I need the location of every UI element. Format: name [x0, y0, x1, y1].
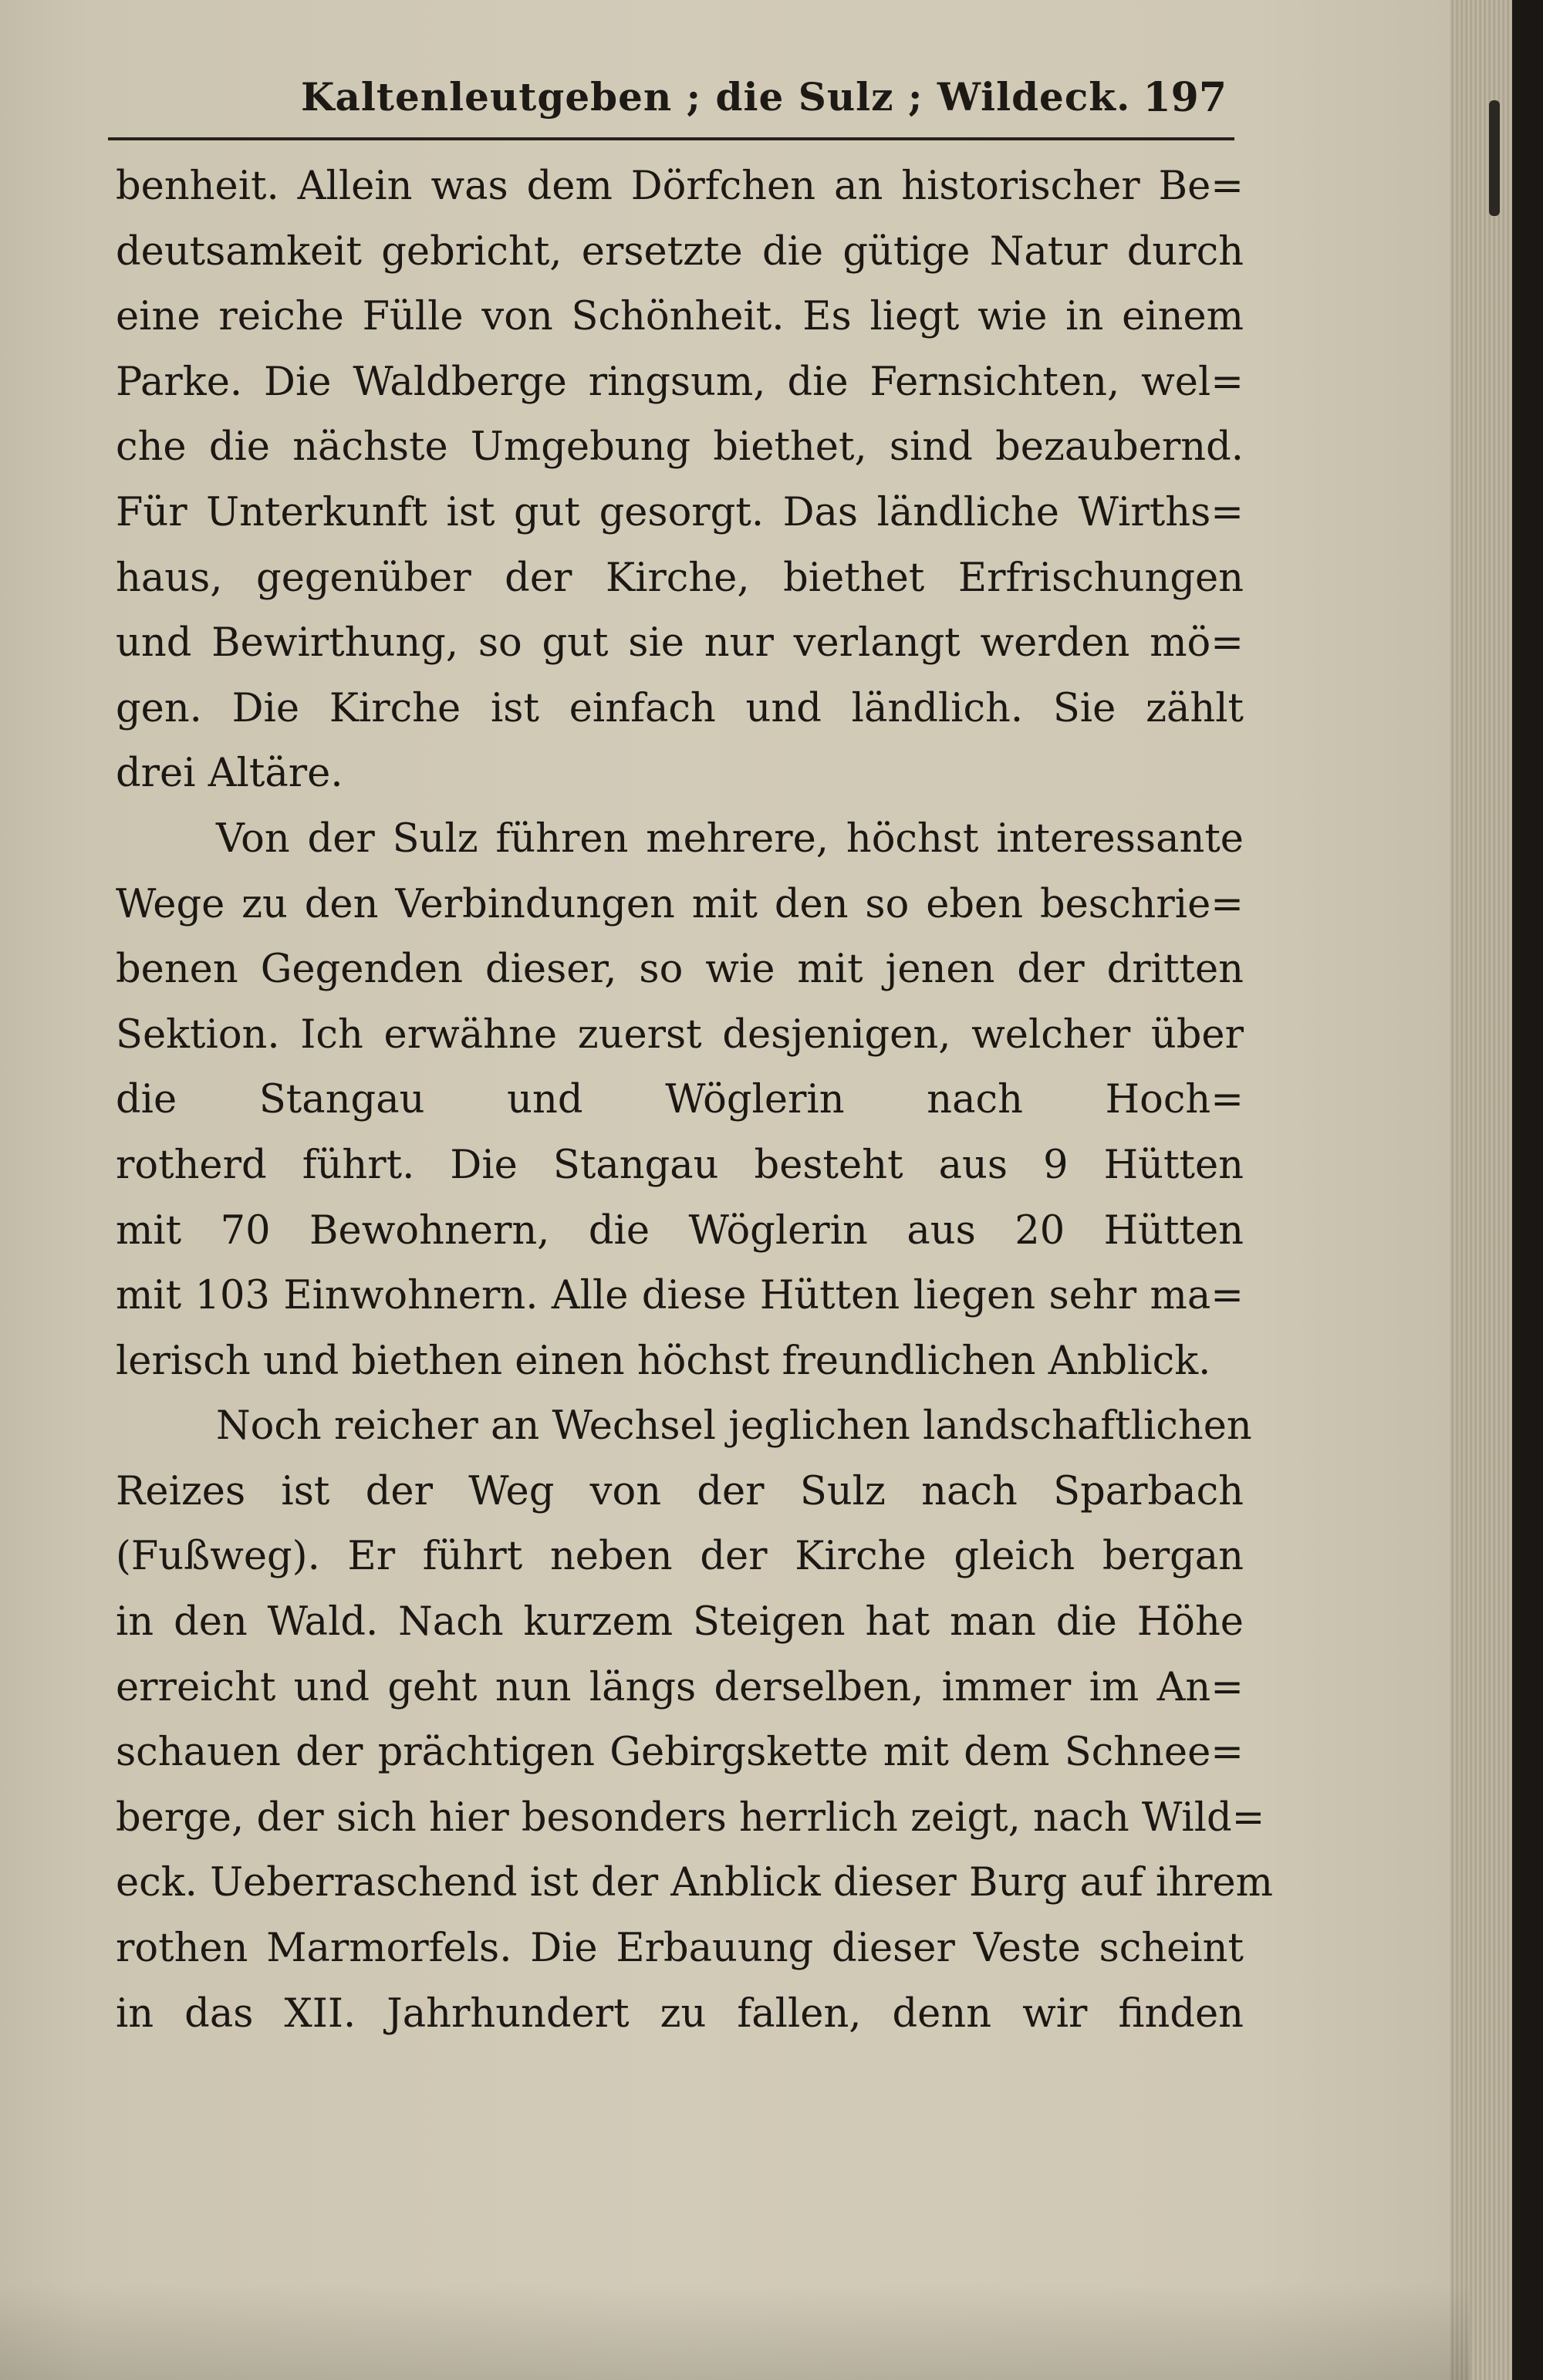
text-line: erreicht und geht nun längs derselben, immer im An= — [116, 1664, 1244, 1710]
text-line: lerisch und biethen einen höchst freundlichen Anblick. — [116, 1338, 1211, 1384]
text-line: Parke. Die Waldberge ringsum, die Fernsichten, wel= — [116, 359, 1244, 405]
text-line: drei Altäre. — [116, 751, 343, 797]
text-line: gen. Die Kirche ist einfach und ländlich. Sie zählt — [116, 685, 1244, 731]
text-line: rothen Marmorfels. Die Erbauung dieser Veste scheint — [116, 1926, 1244, 1972]
text-line: Sektion. Ich erwähne zuerst desjenigen, welcher über — [116, 1011, 1244, 1058]
header-rule — [108, 137, 1234, 140]
text-line: in das XII. Jahrhundert zu fallen, denn wir finden — [116, 1990, 1244, 2037]
text-line: mit 70 Bewohnern, die Wöglerin aus 20 Hütten — [116, 1207, 1244, 1254]
text-line: und Bewirthung, so gut sie nur verlangt werden mö= — [116, 620, 1244, 667]
page-header — [108, 74, 1234, 134]
text-line: Reizes ist der Weg von der Sulz nach Sparbach — [116, 1468, 1244, 1514]
text-line: Wege zu den Verbindungen mit den so eben beschrie= — [116, 881, 1244, 927]
text-line: eck. Ueberraschend ist der Anblick dieser Burg auf ihrem — [116, 1860, 1273, 1906]
text-line: schauen der prächtigen Gebirgskette mit dem Schnee= — [116, 1730, 1244, 1776]
text-line: che die nächste Umgebung biethet, sind bezaubernd. — [116, 424, 1244, 471]
text-line: eine reiche Fülle von Schönheit. Es liegt wie in einem — [116, 294, 1244, 340]
running-head: Kaltenleutgeben ; die Sulz ; Wildeck. — [301, 74, 1131, 120]
text-line: berge, der sich hier besonders herrlich zeigt, nach Wild= — [116, 1794, 1265, 1841]
paragraph-start-line: Von der Sulz führen mehrere, höchst interessante — [216, 815, 1244, 862]
page-bottom-shadow — [0, 2284, 1470, 2380]
text-line: haus, gegenüber der Kirche, biethet Erfrischungen — [116, 555, 1244, 601]
text-line: rotherd führt. Die Stangau besteht aus 9 Hütten — [116, 1142, 1244, 1188]
text-line: die Stangau und Wöglerin nach Hoch= — [116, 1077, 1244, 1123]
text-line: benheit. Allein was dem Dörfchen an historischer Be= — [116, 164, 1244, 209]
text-line: Für Unterkunft ist gut gesorgt. Das ländliche Wirths= — [116, 489, 1244, 535]
page-edges — [1450, 0, 1512, 2380]
paragraph-start-line: Noch reicher an Wechsel jeglichen landschaftlichen — [216, 1403, 1252, 1450]
text-line: benen Gegenden dieser, so wie mit jenen der dritten — [116, 947, 1244, 993]
page-number: 197 — [1143, 74, 1227, 121]
text-line: in den Wald. Nach kurzem Steigen hat man die Höhe — [116, 1599, 1244, 1646]
body-text — [116, 154, 1273, 2047]
text-line: deutsamkeit gebricht, ersetzte die gütige Natur durch — [116, 228, 1244, 275]
binding-mark — [1489, 100, 1500, 216]
text-line: mit 103 Einwohnern. Alle diese Hütten liegen sehr ma= — [116, 1273, 1244, 1319]
text-line: (Fußweg). Er führt neben der Kirche gleich bergan — [116, 1534, 1244, 1580]
